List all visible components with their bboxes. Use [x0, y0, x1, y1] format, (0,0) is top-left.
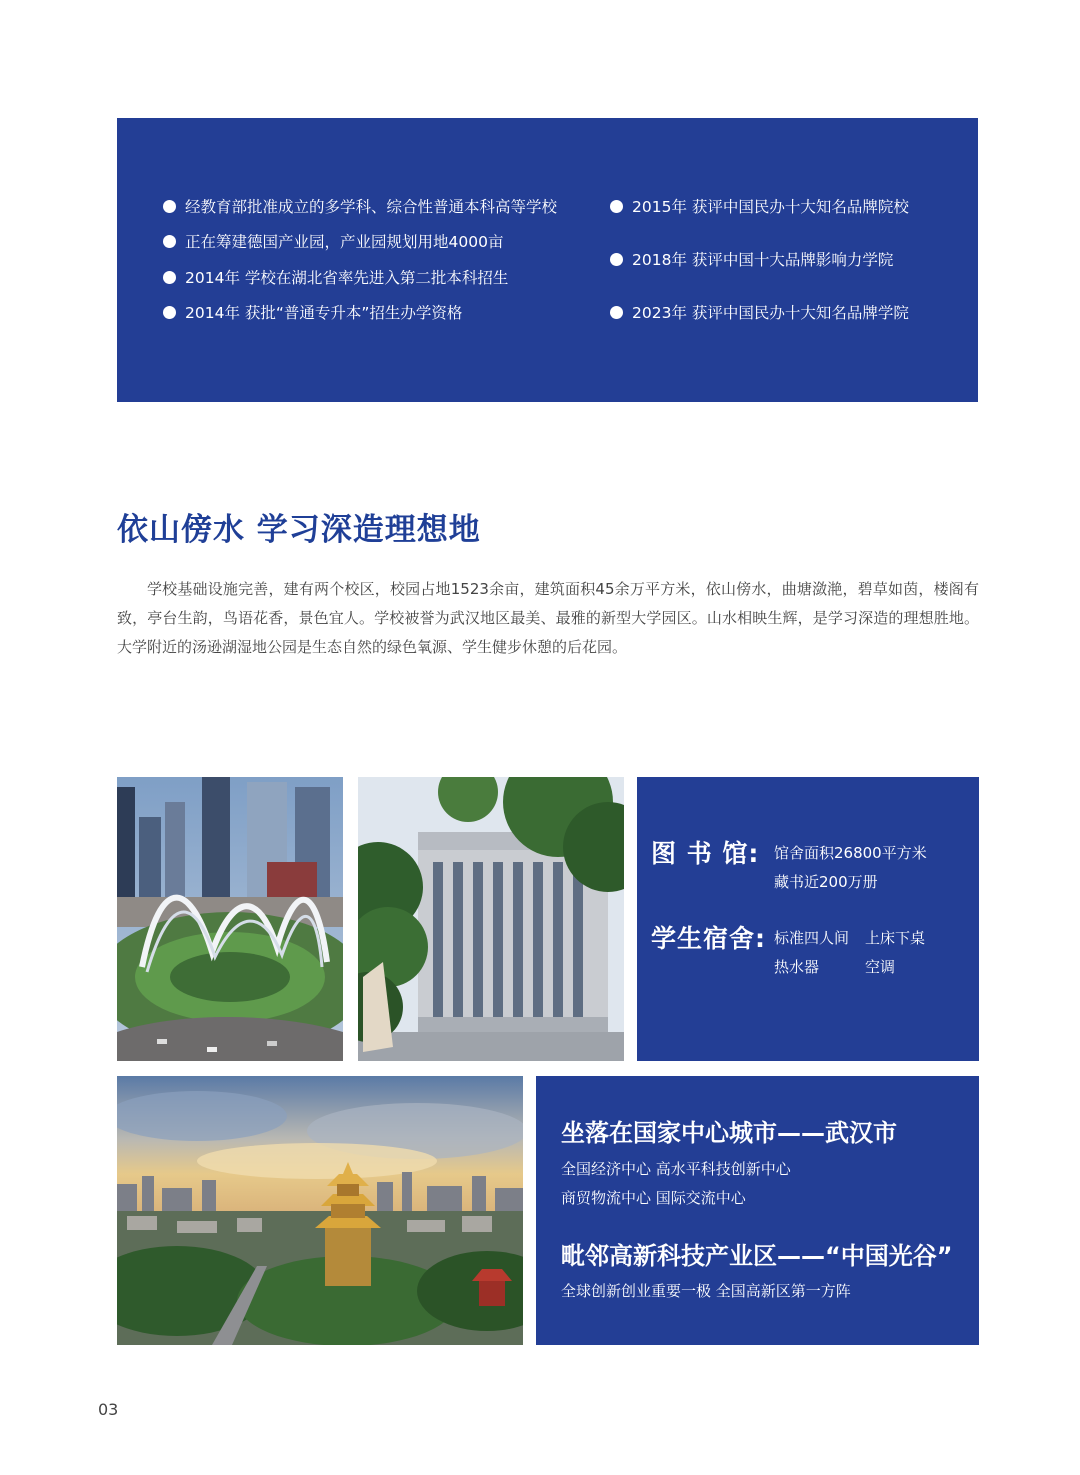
library-building-photo	[358, 777, 624, 1061]
fact-item: 2018年 获评中国十大品牌影响力学院	[610, 249, 893, 271]
fact-item: 经教育部批准成立的多学科、综合性普通本科高等学校	[163, 196, 557, 218]
bullet-icon	[163, 200, 176, 213]
page-number: 03	[98, 1400, 119, 1419]
location-line: 全国经济中心 高水平科技创新中心	[561, 1160, 791, 1178]
dorm-info: 标准四人间	[774, 929, 850, 947]
fact-item: 正在筹建德国产业园，产业园规划用地4000亩	[163, 231, 503, 253]
facts-panel	[117, 118, 978, 402]
intro-paragraph: 学校基础设施完善，建有两个校区，校园占地1523余亩，建筑面积45余万平方米，依山傍水，曲塘潋滟，碧草如茵，楼阁有致，亭台生韵，鸟语花香，景色宜人。学校被誉为武汉地区最美、最雅的新型大学园区。山水相映生辉，是学习深造的理想胜地。大学附近的汤逊湖湿地公园是生态自然的绿色氧源、学生健步休憩的后花园。	[117, 580, 979, 656]
fact-item: 2014年 学校在湖北省率先进入第二批本科招生	[163, 267, 508, 289]
location-heading: 坐落在国家中心城市——武汉市	[561, 1119, 897, 1147]
bullet-icon	[163, 306, 176, 319]
wuhan-skyline-photo	[117, 1076, 523, 1345]
fact-item: 2015年 获评中国民办十大知名品牌院校	[610, 196, 909, 218]
dorm-info: 空调	[865, 958, 896, 976]
location-line: 商贸物流中心 国际交流中心	[561, 1189, 746, 1207]
city-sculpture-photo	[117, 777, 343, 1061]
fact-item: 2014年 获批“普通专升本”招生办学资格	[163, 302, 462, 324]
section-title: 依山傍水 学习深造理想地	[117, 512, 481, 548]
location-panel	[536, 1076, 979, 1345]
dorm-info: 热水器	[774, 958, 820, 976]
bullet-icon	[610, 253, 623, 266]
dorm-info: 上床下桌	[865, 929, 926, 947]
optics-valley-line: 全球创新创业重要一极 全国高新区第一方阵	[561, 1282, 851, 1300]
library-info: 馆舍面积26800平方米	[774, 844, 927, 862]
bullet-icon	[610, 306, 623, 319]
bullet-icon	[163, 235, 176, 248]
bullet-icon	[163, 271, 176, 284]
library-info: 藏书近200万册	[774, 873, 878, 891]
dorm-label: 学生宿舍:	[651, 924, 766, 953]
fact-item: 2023年 获评中国民办十大知名品牌学院	[610, 302, 909, 324]
library-label: 图 书 馆:	[651, 839, 760, 868]
facilities-panel	[637, 777, 979, 1061]
optics-valley-heading: 毗邻高新科技产业区——“中国光谷”	[561, 1242, 953, 1270]
bullet-icon	[610, 200, 623, 213]
